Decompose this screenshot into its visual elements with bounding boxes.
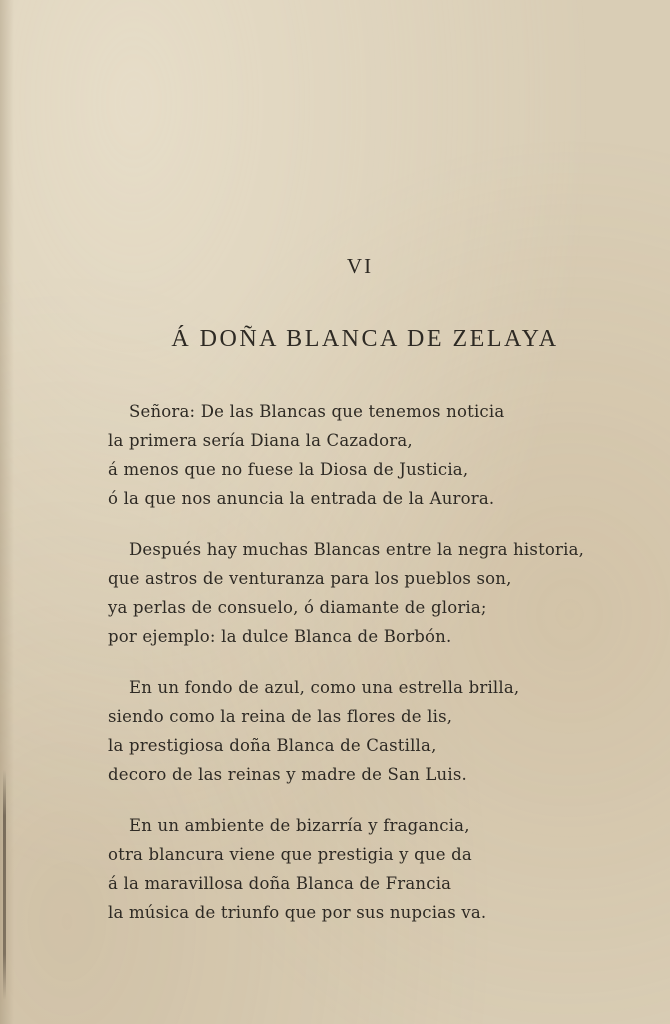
- poem-line: la prestigiosa doña Blanca de Castilla,: [108, 736, 437, 755]
- poem-line: Señora: De las Blancas que tenemos noticia: [129, 402, 505, 421]
- binding-mark: [3, 770, 6, 1000]
- stanza: [108, 811, 648, 927]
- poem-line: En un ambiente de bizarría y fragancia,: [129, 816, 470, 835]
- poem-line: á la maravillosa doña Blanca de Francia: [108, 874, 452, 893]
- poem-line: que astros de venturanza para los pueblos son,: [108, 569, 512, 588]
- poem-line: la música de triunfo que por sus nupcias va.: [108, 903, 487, 922]
- poem-line: ó la que nos anuncia la entrada de la Aurora.: [108, 489, 495, 508]
- poem-body: [108, 397, 648, 949]
- stanza: [108, 535, 648, 651]
- stanza: [108, 397, 648, 513]
- poem-line: ya perlas de consuelo, ó diamante de gloria;: [108, 598, 487, 617]
- poem-line: decoro de las reinas y madre de San Luis.: [108, 765, 467, 784]
- poem-title: Á DOÑA BLANCA DE ZELAYA: [171, 326, 559, 352]
- poem-line: por ejemplo: la dulce Blanca de Borbón.: [108, 627, 452, 646]
- poem-line: siendo como la reina de las flores de lis,: [108, 707, 453, 726]
- poem-line: la primera sería Diana la Cazadora,: [108, 431, 413, 450]
- chapter-number: VI: [346, 254, 374, 278]
- poem-line: á menos que no fuese la Diosa de Justicia,: [108, 460, 469, 479]
- poem-line: Después hay muchas Blancas entre la negra historia,: [129, 540, 585, 559]
- stanza: [108, 673, 648, 789]
- poem-line: En un fondo de azul, como una estrella brilla,: [129, 678, 520, 697]
- poem-line: otra blancura viene que prestigia y que da: [108, 845, 472, 864]
